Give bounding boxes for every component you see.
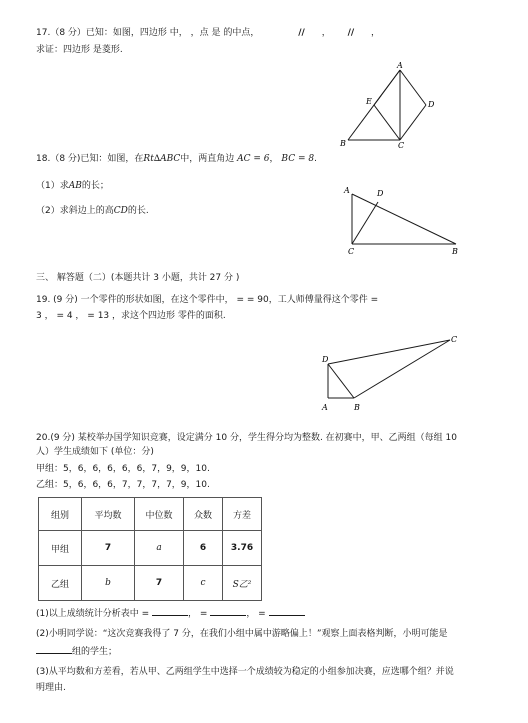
q20-part2-line1: (2)小明同学说：“这次竞赛我得了 7 分，在我们小组中属中游略偏上！”观察上面表格判断，小明可能是 xyxy=(36,629,448,639)
table-cell: 7 xyxy=(82,531,135,566)
q20-text: 组的学生； xyxy=(72,647,118,657)
q18-part2 xyxy=(36,205,149,217)
var-cd: CD xyxy=(113,206,128,216)
q18-text: 中，两直角边 xyxy=(180,154,235,164)
q20-text: (1)以上成绩统计分析表中 = xyxy=(36,609,150,619)
label-a: A xyxy=(344,186,350,195)
q19-figure xyxy=(316,332,466,414)
table-row xyxy=(39,566,262,601)
q18-line1 xyxy=(36,153,317,165)
table-cell: c xyxy=(184,566,223,601)
label-a: A xyxy=(322,403,328,412)
table-cell: S乙² xyxy=(223,566,262,601)
table-cell: 乙组 xyxy=(39,566,82,601)
table-cell: 6 xyxy=(184,531,223,566)
table-header-row xyxy=(39,498,262,531)
label-e: E xyxy=(366,97,372,106)
triangle-name: Rt∆ABC xyxy=(143,154,181,164)
table-header: 中位数 xyxy=(135,498,184,531)
q18-text: （2）求斜边上的高 xyxy=(36,206,114,216)
q17-line2: 求证：四边形 是菱形. xyxy=(36,45,123,55)
bc-value: BC = 8 xyxy=(281,154,315,164)
q20-part3-line1: (3)从平均数和方差看，若从甲、乙两组学生中选择一个成绩较为稳定的小组参加决赛，应选哪个组？并说 xyxy=(36,667,454,677)
q19-line1: 19. (9 分) 一个零件的形状如图，在这个零件中， = = 90，工人师傅量得这个零件 = xyxy=(36,295,379,305)
table-cell: 甲组 xyxy=(39,531,82,566)
q20-group-b: 乙组：5，6，6，6，7，7，7，7，9，10. xyxy=(36,480,210,490)
table-header: 组别 xyxy=(39,498,82,531)
label-c: C xyxy=(348,247,355,256)
q17-figure xyxy=(338,60,442,150)
q20-group-a: 甲组：5，6，6，6，6，6，7，9，9，10. xyxy=(36,464,210,474)
q17-sep: ， xyxy=(321,28,331,38)
var-ab: AB xyxy=(68,181,82,191)
table-header: 众数 xyxy=(184,498,223,531)
label-c: C xyxy=(398,141,405,150)
q20-part3-line2: 明理由. xyxy=(36,683,66,693)
q18-text: （1）求 xyxy=(36,181,69,191)
label-a: A xyxy=(397,61,403,70)
table-header: 平均数 xyxy=(82,498,135,531)
parallel-symbol: // xyxy=(347,28,355,38)
q18-text: 的长； xyxy=(81,181,109,191)
q18-text: 的长. xyxy=(127,206,149,216)
label-b: B xyxy=(340,139,346,148)
table-cell: 3.76 xyxy=(223,531,262,566)
q20-line2: 人）学生成绩如下 (单位：分) xyxy=(36,447,154,457)
section-heading: 三、 解答题（二）(本题共计 3 小题，共计 27 分 ) xyxy=(36,273,240,283)
table-header: 方差 xyxy=(223,498,262,531)
answer-blank[interactable] xyxy=(269,606,305,616)
q18-figure xyxy=(340,180,466,262)
answer-blank[interactable] xyxy=(152,606,188,616)
q18-part1 xyxy=(36,180,109,192)
parallel-symbol: // xyxy=(298,28,305,38)
q17-text: 17.（8 分）已知：如图，四边形 中， ，点 是 的中点， xyxy=(36,28,260,38)
label-d: D xyxy=(428,100,435,109)
stats-table xyxy=(38,497,262,601)
label-c: C xyxy=(451,335,458,344)
answer-blank[interactable] xyxy=(210,606,246,616)
q20-line1: 20.(9 分) 某校举办国学知识竞赛，设定满分 10 分，学生得分均为整数. 在初赛中，甲、乙两组（每组 10 xyxy=(36,433,457,443)
q19-line2: 3 ， = 4 ， = 13 ，求这个四边形 零件的面积. xyxy=(36,311,226,321)
q20-part1 xyxy=(36,606,305,620)
label-d: D xyxy=(322,355,329,364)
q18-text: 18.（8 分)已知：如图，在 xyxy=(36,154,144,164)
table-row xyxy=(39,531,262,566)
label-b: B xyxy=(354,403,360,412)
q18-sep: . xyxy=(314,154,317,164)
table-cell: a xyxy=(135,531,184,566)
q20-sep: ， = xyxy=(188,609,208,619)
label-b: B xyxy=(452,247,458,256)
table-cell: 7 xyxy=(135,566,184,601)
table-cell: b xyxy=(82,566,135,601)
answer-blank[interactable] xyxy=(36,644,72,654)
q20-sep: ， = xyxy=(246,609,266,619)
q20-part2-line2 xyxy=(36,644,117,658)
q17-line1 xyxy=(36,27,380,39)
ac-value: AC = 6 xyxy=(237,154,270,164)
label-d: D xyxy=(377,189,384,198)
q17-sep: ， xyxy=(371,28,381,38)
q18-sep: ， xyxy=(269,154,279,164)
